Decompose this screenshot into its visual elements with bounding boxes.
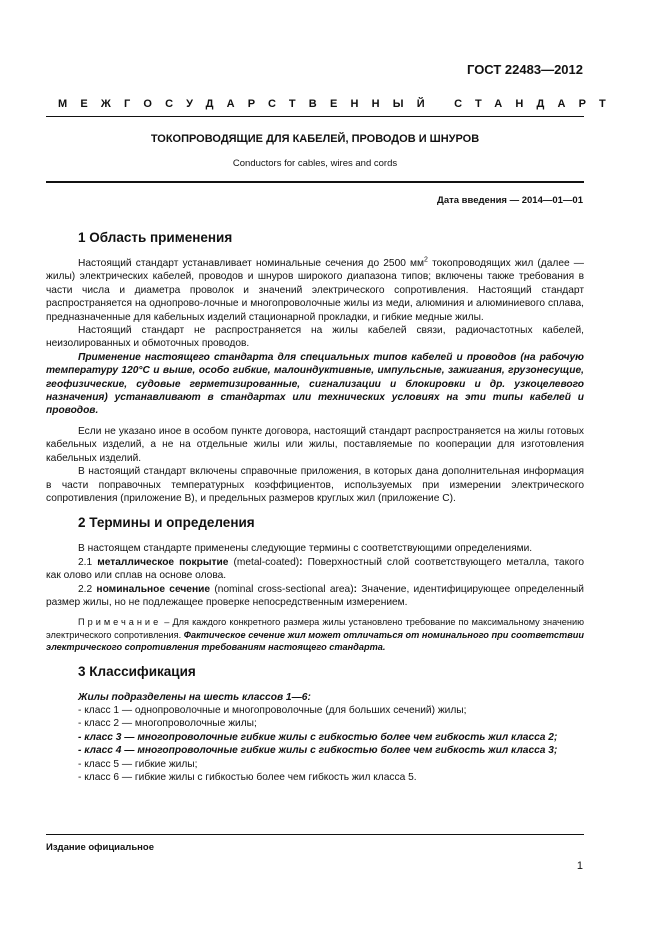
term-name: металлическое покрытие — [97, 556, 229, 568]
term-definition — [46, 583, 584, 610]
term-number: 2.1 — [78, 556, 98, 568]
section-1-paragraph: Настоящий стандарт не распространяется на жилы кабелей связи, радиочастотных кабелей, неизолированных и обмоточных проводов. — [46, 325, 584, 350]
page-number: 1 — [576, 860, 583, 872]
note-label: Примечание — [78, 617, 162, 628]
spacer — [46, 505, 584, 514]
term-english: (nominal cross-sectional area) — [210, 583, 354, 595]
header-divider — [46, 116, 584, 117]
term-number: 2.2 — [78, 583, 97, 595]
document-body — [46, 229, 584, 784]
note — [46, 616, 584, 653]
section-1-emphasis-paragraph: Применение настоящего стандарта для специальных типов кабелей и проводов (на рабочую температуру 120°С и выше, особо гибкие, малоиндуктивные, импульсные, зажигания, грузонесущие, геофизические, судовые герметизированные, сигнализации и блокировки и др. узкоцелевого назначения) устанавливают в стандартах или технических условиях на эти типы кабелей и проводов. — [46, 351, 584, 417]
section-1-paragraph — [46, 257, 584, 324]
section-1-paragraph: В настоящий стандарт включены справочные приложения, в которых дана дополнительная информация в части поправочных температурных коэффициентов, используемых при измерении электрического сопротивления (приложение В), и предельных размеров круглых жил (приложение С). — [46, 466, 584, 504]
introduction-date: Дата введения — 2014—01—01 — [437, 195, 583, 206]
class-item: - класс 4 — многопроволочные гибкие жилы с гибкостью более чем гибкость жил класса 3; — [78, 745, 558, 757]
title-divider — [46, 181, 584, 183]
term-text: Поверхностный слой соответствующего металла, такого как олово или сплав на основе олова. — [46, 556, 584, 582]
section-2-heading: 2 Термины и определения — [78, 515, 255, 531]
note-emphasis: Фактическое сечение жил может отличаться от номинального при соответствии электрического сопротивления требованиям настоящего стандарта. — [46, 629, 584, 653]
paragraph-text: Настоящий стандарт устанавливает номинальные сечения до 2500 мм — [78, 258, 425, 269]
section-1-heading: 1 Область применения — [78, 230, 233, 245]
spacer — [46, 609, 584, 616]
paragraph-text: токопроводящих жил (далее — жилы) электрических кабелей, проводов и шнуров широкого диапазона типов; включены также требования в части числа и диаметра проволок и значений электрического сопротивления. Настоящий стандарт распространяется на однопрово-лочные и многопроволочные жилы из меди, алюминия и алюминиевого сплава, предназначенные для кабельных изделий стационарной прокладки, и гибкие медные жилы. — [46, 258, 584, 323]
class-item: - класс 3 — многопроволочные гибкие жилы с гибкостью более чем гибкость жил класса 2; — [78, 731, 558, 743]
document-title: ТОКОПРОВОДЯЩИЕ ДЛЯ КАБЕЛЕЙ, ПРОВОДОВ И ШНУРОВ — [150, 133, 480, 145]
class-item: - класс 6 — гибкие жилы с гибкостью более чем гибкость жил класса 5. — [78, 772, 417, 783]
class-item: - класс 1 — однопроволочные и многопроволочные (для больших сечений) жилы; — [78, 704, 467, 716]
spacer — [46, 418, 584, 425]
term-colon: : — [299, 556, 303, 568]
term-colon: : — [353, 583, 358, 595]
interstate-standard-label: МЕЖГОСУДАРСТВЕННЫЙ СТАНДАРТ — [58, 98, 619, 110]
section-2-paragraph: В настоящем стандарте применены следующие термины с соответствующими определениями. — [78, 543, 533, 555]
edition-label: Издание официальное — [46, 842, 154, 853]
term-name: номинальное сечение — [96, 583, 211, 595]
term-english: (metal-coated) — [228, 556, 300, 568]
note-text: – Для каждого конкретного размера жилы установлено требование по максимальному значению электрического сопротивления. — [46, 617, 584, 640]
document-title-english: Conductors for cables, wires and cords — [232, 158, 398, 169]
footer-divider — [46, 834, 584, 835]
gost-number: ГОСТ 22483—2012 — [467, 62, 583, 77]
class-item: - класс 2 — многопроволочные жилы; — [78, 718, 257, 730]
term-text: Значение, идентифицирующее определенный размер жилы, но не подлежащее проверке непосредственным измерением. — [46, 583, 584, 608]
spacer — [46, 654, 584, 663]
classification-intro: Жилы подразделены на шесть классов 1—6: — [78, 691, 311, 703]
section-1-paragraph: Если не указано иное в особом пункте договора, настоящий стандарт распространяется на жилы готовых кабельных изделий, а не на отдельные жилы или жилы, поставляемые по кооперации для изготовления кабельных изделий. — [46, 425, 584, 464]
class-item: - класс 5 — гибкие жилы; — [78, 758, 198, 770]
section-3-heading: 3 Классификация — [78, 663, 196, 679]
term-definition — [46, 556, 584, 583]
superscript: 2 — [424, 256, 428, 264]
